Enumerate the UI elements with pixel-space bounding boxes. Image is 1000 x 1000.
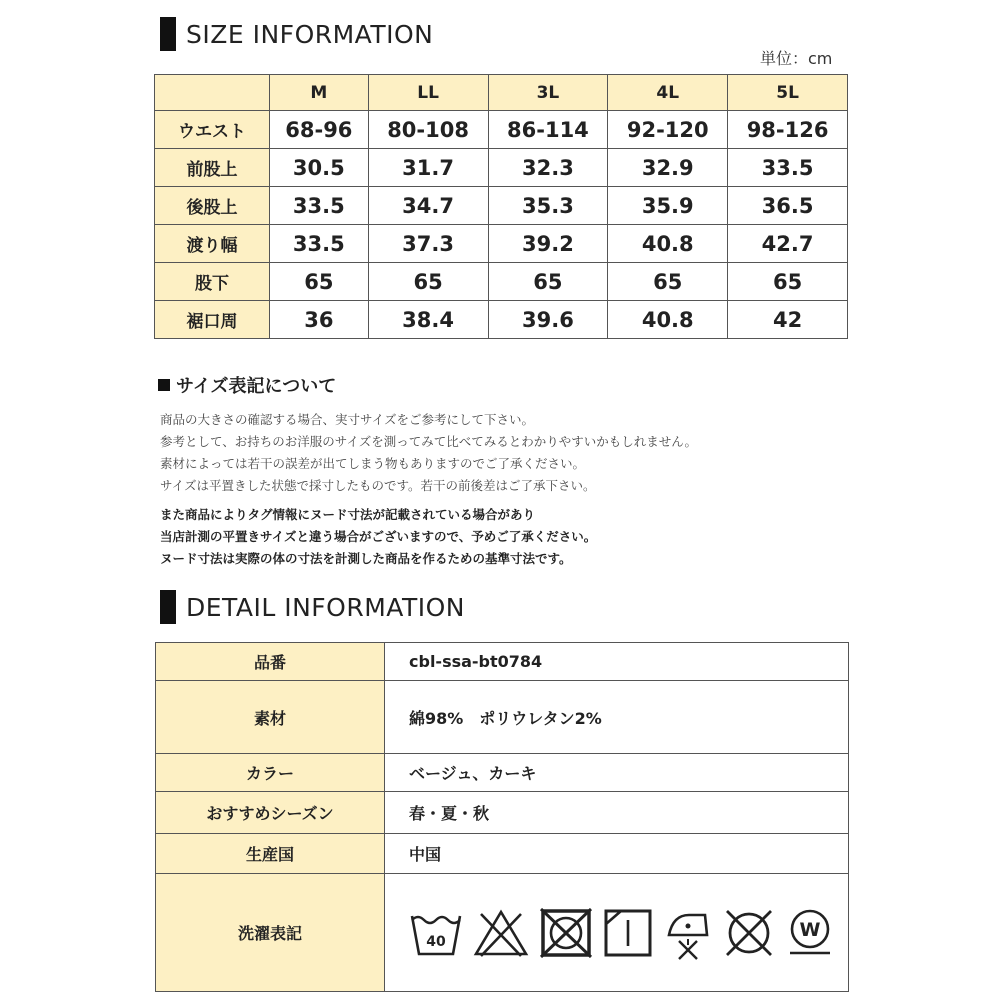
section-marker — [160, 590, 176, 624]
care-icons-row — [409, 905, 848, 961]
size-value: 42.7 — [728, 225, 848, 263]
table-row — [155, 301, 848, 339]
size-value: 37.3 — [368, 225, 488, 263]
no-dry-clean-icon — [723, 907, 775, 959]
size-value: 40.8 — [608, 301, 728, 339]
size-value: 36.5 — [728, 187, 848, 225]
square-bullet-icon — [158, 379, 170, 391]
table-row — [155, 187, 848, 225]
size-table — [154, 74, 848, 339]
detail-value: 春・夏・秋 — [385, 792, 849, 834]
size-col-header: 3L — [488, 75, 608, 111]
table-row — [156, 834, 849, 874]
corner-cell — [155, 75, 270, 111]
note-bold-line: ヌード寸法は実際の体の寸法を計測した商品を作るための基準寸法です。 — [160, 551, 572, 566]
detail-label: カラー — [156, 754, 385, 792]
unit-label: 単位：cm — [760, 49, 833, 68]
size-value: 32.9 — [608, 149, 728, 187]
detail-table — [155, 642, 849, 992]
notes-heading — [158, 372, 336, 398]
size-value: 65 — [608, 263, 728, 301]
detail-value: cbl-ssa-bt0784 — [385, 643, 849, 681]
size-value: 35.9 — [608, 187, 728, 225]
row-label: 後股上 — [155, 187, 270, 225]
size-section-header — [160, 17, 433, 51]
wet-clean-text: W — [799, 918, 821, 941]
wash-temp-text: 40 — [426, 933, 446, 950]
table-row — [156, 681, 849, 754]
size-value: 38.4 — [368, 301, 488, 339]
note-bold-line: また商品によりタグ情報にヌード寸法が記載されている場合があり — [160, 507, 536, 522]
detail-label: 素材 — [156, 681, 385, 754]
table-row — [155, 263, 848, 301]
wet-clean-icon — [785, 907, 835, 959]
size-value: 98-126 — [728, 111, 848, 149]
size-value: 36 — [270, 301, 369, 339]
size-value: 34.7 — [368, 187, 488, 225]
table-row — [156, 792, 849, 834]
size-value: 33.5 — [728, 149, 848, 187]
size-col-header: 5L — [728, 75, 848, 111]
size-value: 86-114 — [488, 111, 608, 149]
size-value: 40.8 — [608, 225, 728, 263]
detail-section-header — [160, 590, 465, 624]
size-value: 65 — [728, 263, 848, 301]
size-section-title: SIZE INFORMATION — [186, 19, 434, 49]
size-value: 33.5 — [270, 225, 369, 263]
wash-40-icon — [409, 908, 463, 958]
table-row — [155, 225, 848, 263]
size-value: 32.3 — [488, 149, 608, 187]
row-label: 股下 — [155, 263, 270, 301]
detail-section-title: DETAIL INFORMATION — [186, 592, 465, 622]
detail-value: 中国 — [385, 834, 849, 874]
detail-value: 綿98% ポリウレタン2% — [385, 681, 849, 754]
size-value: 39.2 — [488, 225, 608, 263]
row-label: 前股上 — [155, 149, 270, 187]
row-label: ウエスト — [155, 111, 270, 149]
size-value: 65 — [488, 263, 608, 301]
size-value: 35.3 — [488, 187, 608, 225]
row-label: 裾口周 — [155, 301, 270, 339]
size-value: 65 — [270, 263, 369, 301]
size-value: 39.6 — [488, 301, 608, 339]
detail-label: 洗濯表記 — [156, 874, 385, 992]
notes-heading-text: サイズ表記について — [176, 376, 337, 397]
no-tumble-dry-icon — [539, 908, 593, 958]
size-value: 68-96 — [270, 111, 369, 149]
table-row — [156, 874, 849, 992]
note-line: 商品の大きさの確認する場合、実寸サイズをご参考にして下さい。 — [160, 412, 535, 427]
size-col-header: 4L — [608, 75, 728, 111]
detail-label: 品番 — [156, 643, 385, 681]
section-marker — [160, 17, 176, 51]
size-value: 33.5 — [270, 187, 369, 225]
iron-low-icon — [663, 905, 713, 961]
note-line: 素材によっては若干の誤差が出てしまう物もありますのでご了承ください。 — [160, 456, 586, 471]
size-value: 42 — [728, 301, 848, 339]
size-col-header: LL — [368, 75, 488, 111]
care-icons-cell — [385, 874, 849, 992]
note-bold-line: 当店計測の平置きサイズと違う場合がございますので、予めご了承ください。 — [160, 529, 597, 544]
size-value: 80-108 — [368, 111, 488, 149]
line-dry-icon — [603, 908, 653, 958]
note-line: サイズは平置きした状態で採寸したものです。若干の前後差はご了承下さい。 — [160, 478, 596, 493]
size-value: 65 — [368, 263, 488, 301]
detail-value: ベージュ、カーキ — [385, 754, 849, 792]
no-bleach-icon — [473, 908, 529, 958]
table-row — [156, 754, 849, 792]
row-label: 渡り幅 — [155, 225, 270, 263]
size-value: 30.5 — [270, 149, 369, 187]
detail-label: おすすめシーズン — [156, 792, 385, 834]
table-row — [156, 643, 849, 681]
detail-label: 生産国 — [156, 834, 385, 874]
note-line: 参考として、お持ちのお洋服のサイズを測ってみて比べてみるとわかりやすいかもしれません。 — [160, 434, 698, 449]
size-table-header-row — [155, 75, 848, 111]
table-row — [155, 149, 848, 187]
size-value: 92-120 — [608, 111, 728, 149]
table-row — [155, 111, 848, 149]
size-col-header: M — [270, 75, 369, 111]
size-value: 31.7 — [368, 149, 488, 187]
